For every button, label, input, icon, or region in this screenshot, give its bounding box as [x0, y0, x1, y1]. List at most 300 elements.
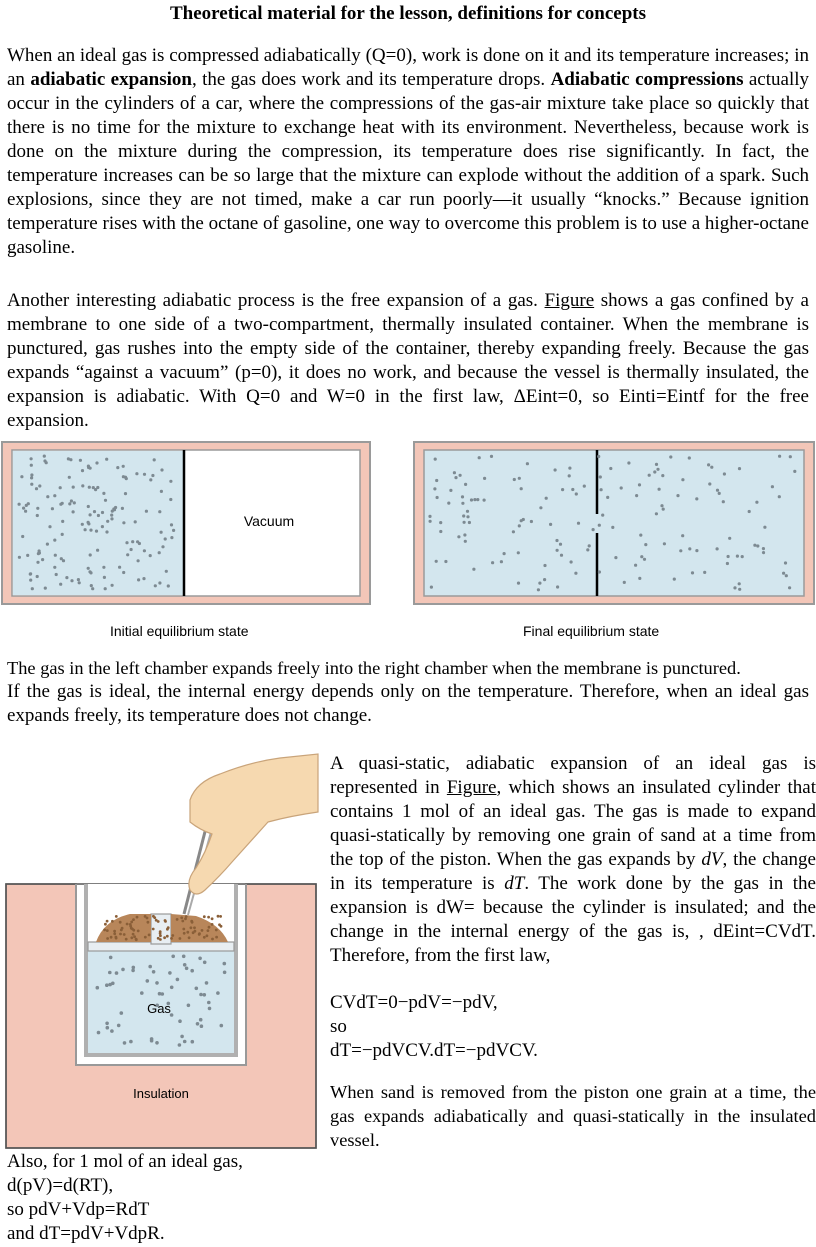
equation-line: and dT=pdV+VdpR. [7, 1223, 165, 1244]
particle-dot [182, 955, 186, 959]
particle-dot [152, 915, 155, 918]
particle-dot [643, 558, 646, 561]
particle-dot [105, 1022, 109, 1026]
particle-dot [158, 581, 161, 584]
particle-dot [144, 936, 147, 939]
particle-dot [183, 1040, 187, 1044]
particle-dot [61, 520, 64, 523]
particle-dot [216, 991, 220, 995]
particle-dot [708, 482, 711, 485]
particle-dot [463, 521, 466, 524]
particle-dot [733, 586, 736, 589]
particle-dot [444, 560, 447, 563]
particle-dot [129, 1040, 133, 1044]
particle-dot [597, 455, 600, 458]
particle-dot [126, 923, 129, 926]
particle-dot [560, 554, 563, 557]
particle-dot [211, 917, 214, 920]
text-line: Also, for 1 mol of an ideal gas, [7, 1151, 243, 1172]
particle-dot [24, 510, 27, 513]
particle-dot [137, 578, 140, 581]
particle-dot [695, 549, 698, 552]
particle-dot [147, 921, 150, 924]
particle-dot [513, 478, 516, 481]
particle-dot [778, 495, 781, 498]
particle-dot [132, 929, 135, 932]
particle-dot [703, 571, 706, 574]
particle-dot [125, 477, 128, 480]
particle-dot [220, 925, 223, 928]
particle-dot [90, 584, 93, 587]
particle-dot [29, 573, 32, 576]
particle-dot [520, 487, 523, 490]
particle-dot [606, 496, 609, 499]
particle-dot [125, 541, 128, 544]
particle-dot [570, 560, 573, 563]
particle-dot [464, 483, 467, 486]
particle-dot [429, 520, 432, 523]
particle-dot [640, 555, 643, 558]
particle-dot [530, 520, 533, 523]
particle-dot [102, 566, 105, 569]
particle-dot [638, 577, 641, 580]
particle-dot [103, 929, 106, 932]
particle-dot [81, 484, 84, 487]
particle-dot [110, 514, 113, 517]
particle-dot [571, 488, 574, 491]
particle-dot [38, 549, 41, 552]
particle-dot [105, 458, 108, 461]
particle-dot [176, 978, 180, 982]
particle-dot [97, 514, 100, 517]
particle-dot [155, 981, 159, 985]
particle-dot [91, 587, 94, 590]
particle-dot [782, 572, 785, 575]
particle-dot [756, 544, 759, 547]
particle-dot [70, 499, 73, 502]
particle-dot [104, 499, 107, 502]
particle-dot [785, 574, 788, 577]
particle-dot [623, 581, 626, 584]
particle-dot [449, 489, 452, 492]
particle-dot [784, 561, 787, 564]
particle-dot [111, 982, 115, 986]
particle-dot [176, 918, 179, 921]
particle-dot [556, 549, 559, 552]
particle-dot [120, 1011, 124, 1015]
particle-dot [164, 537, 167, 540]
particle-dot [169, 480, 172, 483]
particle-dot [118, 566, 121, 569]
particle-dot [106, 520, 109, 523]
particle-dot [36, 561, 39, 564]
particle-dot [165, 570, 168, 573]
particle-dot [736, 555, 739, 558]
particle-dot [543, 564, 546, 567]
particle-dot [104, 923, 107, 926]
particle-dot [639, 534, 642, 537]
particle-dot [555, 539, 558, 542]
particle-dot [124, 492, 127, 495]
particle-dot [200, 1024, 204, 1028]
particle-dot [130, 548, 133, 551]
particle-dot [146, 979, 150, 983]
paragraph-adiabatic-compression [7, 44, 809, 260]
particle-dot [430, 586, 433, 589]
paragraph-quasi-static [330, 752, 816, 968]
particle-dot [115, 937, 118, 940]
particle-dot [160, 468, 163, 471]
particle-dot [178, 1043, 182, 1047]
particle-dot [18, 556, 21, 559]
particle-dot [181, 920, 184, 923]
particle-dot [171, 934, 174, 937]
particle-dot [89, 513, 92, 516]
particle-dot [634, 564, 637, 567]
particle-dot [133, 935, 136, 938]
particle-dot [193, 926, 196, 929]
particle-dot [688, 547, 691, 550]
particle-dot [461, 502, 464, 505]
particle-dot [30, 464, 33, 467]
particle-dot [178, 1019, 182, 1023]
particle-dot [122, 571, 125, 574]
particle-dot [549, 523, 552, 526]
particle-dot [113, 930, 116, 933]
particle-dot [41, 558, 44, 561]
particle-dot [106, 929, 109, 932]
particle-dot [35, 487, 38, 490]
particle-dot [439, 521, 442, 524]
particle-dot [26, 554, 29, 557]
particle-dot [119, 933, 122, 936]
particle-dot [206, 934, 209, 937]
text: A quasi-static, adiabatic expansion of an ideal gas is represented in [330, 753, 816, 798]
particle-dot [457, 535, 460, 538]
math-var: dV [701, 849, 723, 870]
particle-dot [59, 486, 62, 489]
particle-dot [157, 937, 160, 940]
particle-dot [526, 462, 529, 465]
particle-dot [710, 466, 713, 469]
particle-dot [81, 523, 84, 526]
particle-dot [614, 556, 617, 559]
particle-dot [428, 515, 431, 518]
particle-dot [88, 486, 91, 489]
particle-dot [126, 553, 129, 556]
particle-dot [199, 1018, 203, 1022]
particle-dot [192, 931, 195, 934]
particle-dot [65, 576, 68, 579]
particle-dot [676, 494, 679, 497]
particle-dot [130, 921, 133, 924]
particle-dot [586, 548, 589, 551]
particle-dot [21, 535, 24, 538]
particle-dot [87, 521, 90, 524]
particle-dot [788, 586, 791, 589]
particle-dot [439, 530, 442, 533]
particle-dot [463, 533, 466, 536]
particle-dot [53, 539, 56, 542]
particle-dot [44, 587, 47, 590]
particle-dot [145, 510, 148, 513]
particle-dot [106, 937, 109, 940]
particle-dot [655, 512, 658, 515]
particle-dot [30, 457, 33, 460]
particle-dot [154, 584, 157, 587]
particle-dot [89, 529, 92, 532]
particle-dot [97, 1031, 101, 1035]
particle-dot [656, 468, 659, 471]
particle-dot [130, 927, 133, 930]
particle-dot [137, 559, 140, 562]
particle-dot [454, 476, 457, 479]
particle-dot [763, 526, 766, 529]
particle-dot [517, 582, 520, 585]
particle-dot [20, 475, 23, 478]
particle-dot [691, 571, 694, 574]
equation-line: d(pV)=d(RT), [7, 1175, 114, 1196]
particle-dot [55, 573, 58, 576]
particle-dot [36, 507, 39, 510]
particle-dot [146, 917, 149, 920]
particle-dot [559, 543, 562, 546]
equation-so: so [330, 1016, 347, 1037]
particle-dot [483, 477, 486, 480]
particle-dot [707, 463, 710, 466]
particle-dot [152, 928, 155, 931]
particle-dot [131, 540, 134, 543]
particle-dot [186, 931, 189, 934]
particle-dot [599, 475, 602, 478]
particle-dot [110, 517, 113, 520]
text: . The work done by the gas in the expansion is dW= because the cylinder is insulated; and the change in the internal energy of the gas is, , dEint=CVdT. Therefore, from the first law, [330, 873, 816, 966]
text: , the gas does work and its temperature drops. [191, 69, 551, 90]
particle-dot [203, 993, 207, 997]
particle-dot [160, 490, 163, 493]
particle-dot [520, 519, 523, 522]
particle-dot [159, 934, 162, 937]
particle-dot [136, 916, 139, 919]
particle-dot [149, 478, 152, 481]
particle-dot [161, 545, 164, 548]
particle-dot [46, 543, 49, 546]
particle-dot [190, 926, 193, 929]
particle-dot [220, 1024, 224, 1028]
particle-dot [88, 570, 91, 573]
particle-dot [453, 471, 456, 474]
particle-dot [207, 1001, 211, 1005]
particle-dot [123, 1041, 127, 1045]
particle-dot [111, 920, 114, 923]
particle-dot [648, 474, 651, 477]
particle-dot [653, 470, 656, 473]
particle-dot [96, 549, 99, 552]
particle-dot [203, 936, 206, 939]
particle-dot [81, 469, 84, 472]
ideal-gas-relations [7, 1150, 243, 1246]
particle-dot [198, 932, 201, 935]
particle-dot [69, 458, 72, 461]
particle-dot [157, 920, 160, 923]
particle-dot [695, 497, 698, 500]
equation-dT: dT=−pdVCV.dT=−pdVCV. [330, 1040, 538, 1061]
particle-dot [575, 492, 578, 495]
particle-dot [123, 933, 126, 936]
text: actually occur in the cylinders of a car, where the compressions of the gas-air mixture take place so quickly that there is no time for the mixture to exchange heat with its environment. Nevertheless, because work is done on the mixture during the compression, its temperature does rise significantly. In fact, the temperature increases can be so large that the mixture can explode without the addition of a spark. Such explosions, since they are not timed, make a car run poorly—it usually “knocks.” Because ignition temperature rises with the octane of gasoline, one way to overcome this problem is to use a higher-octane gasoline. [7, 69, 810, 258]
text: shows a gas confined by a membrane to one side of a two-compartment, thermally insulated container. When the membrane is punctured, gas rushes into the empty side of the container, thereby expanding freely. Because the gas expands “against a vacuum” (p=0), it does no work, and because the vessel is thermally insulated, the expansion is adiabatic. With Q=0 and W=0 in the first law, ΔEint=0, so Einti=Eintf for the free expansion. [7, 290, 809, 431]
particle-dot [638, 483, 641, 486]
particle-dot [60, 557, 63, 560]
particle-dot [716, 489, 719, 492]
particle-dot [87, 567, 90, 570]
particle-dot [688, 456, 691, 459]
particle-dot [598, 570, 601, 573]
particle-dot [726, 562, 729, 565]
particle-dot [723, 472, 726, 475]
particle-dot [61, 502, 64, 505]
equation-first-law: CVdT=0−pdV=−pdV, [330, 992, 498, 1013]
particle-dot [134, 520, 137, 523]
particle-dot [435, 560, 438, 563]
paragraph-free-expansion [7, 289, 809, 433]
particle-dot [741, 555, 744, 558]
particle-dot [68, 502, 71, 505]
particle-dot [490, 455, 493, 458]
particle-dot [211, 938, 214, 941]
particle-dot [170, 937, 173, 940]
initial-container [2, 442, 370, 604]
particle-dot [753, 544, 756, 547]
particle-dot [122, 465, 125, 468]
initial-state-label: Initial equilibrium state [110, 623, 249, 639]
particle-dot [223, 971, 227, 975]
particle-dot [598, 524, 601, 527]
particle-dot [681, 534, 684, 537]
particle-dot [113, 932, 116, 935]
particle-dot [518, 477, 521, 480]
figure-link[interactable]: Figure [446, 777, 497, 798]
particle-dot [78, 581, 81, 584]
particle-dot [153, 458, 156, 461]
particle-dot [611, 526, 614, 529]
particle-dot [117, 1024, 121, 1028]
particle-dot [104, 587, 107, 590]
particle-dot [164, 919, 167, 922]
final-state-label: Final equilibrium state [523, 623, 660, 639]
particle-dot [217, 915, 220, 918]
particle-dot [473, 498, 476, 501]
particle-dot [29, 579, 32, 582]
text: Another interesting adiabatic process is the free expansion of a gas. [7, 290, 545, 311]
particle-dot [180, 1035, 184, 1039]
particle-dot [170, 523, 173, 526]
particle-dot [30, 483, 33, 486]
particle-dot [152, 970, 156, 974]
particle-dot [170, 986, 174, 990]
figure2-caption: When sand is removed from the piston one grain at a time, the gas expands adiabatically and quasi-statically in the insulated vessel. [330, 1082, 816, 1150]
particle-dot [461, 495, 464, 498]
particle-dot [190, 920, 193, 923]
particle-dot [644, 543, 647, 546]
particle-dot [48, 525, 51, 528]
particle-dot [43, 455, 46, 458]
particle-dot [143, 549, 146, 552]
particle-dot [140, 991, 144, 995]
particle-dot [171, 955, 175, 959]
gas-label: Gas [147, 1001, 171, 1016]
particle-dot [722, 500, 725, 503]
particle-dot [103, 576, 106, 579]
text: When an ideal gas is compressed adiabatically (Q=0), work is done on it and its temperature increases; in an [7, 45, 809, 90]
particle-dot [433, 487, 436, 490]
particle-dot [662, 508, 665, 511]
particle-dot [70, 579, 73, 582]
particle-dot [166, 928, 169, 931]
particle-dot [556, 585, 559, 588]
particle-dot [120, 929, 123, 932]
particle-dot [148, 965, 152, 969]
particle-dot [73, 501, 76, 504]
particle-dot [87, 466, 90, 469]
particle-dot [793, 470, 796, 473]
particle-dot [472, 568, 475, 571]
particle-dot [669, 455, 672, 458]
particle-dot [54, 554, 57, 557]
text: , which shows an insulated cylinder that contains 1 mol of an ideal gas. The gas is made to expand quasi-statically by removing one grain of sand at a time from the top of the piston. When the gas expands by [330, 777, 816, 870]
particle-dot [46, 495, 49, 498]
particle-dot [716, 547, 719, 550]
particle-dot [609, 467, 612, 470]
particle-dot [762, 547, 765, 550]
particle-dot [84, 528, 87, 531]
particle-dot [201, 929, 204, 932]
particle-dot [738, 582, 741, 585]
particle-dot [468, 521, 471, 524]
particle-dot [158, 992, 162, 996]
particle-dot [215, 936, 218, 939]
particle-dot [462, 514, 465, 517]
particle-dot [61, 533, 64, 536]
particle-dot [77, 578, 80, 581]
particle-dot [149, 554, 152, 557]
particle-dot [601, 514, 604, 517]
particle-dot [30, 476, 33, 479]
particle-dot [89, 553, 92, 556]
particle-dot [537, 588, 540, 591]
final-container [414, 442, 814, 604]
particle-dot [190, 969, 194, 973]
particle-dot [142, 577, 145, 580]
particle-dot [170, 536, 173, 539]
particle-dot [476, 498, 479, 501]
text: , the change in its temperature is [330, 849, 816, 894]
particle-dot [105, 530, 108, 533]
particle-dot [466, 515, 469, 518]
particle-dot [22, 507, 25, 510]
figure-link[interactable]: Figure [544, 290, 595, 311]
particle-dot [106, 1026, 110, 1030]
particle-dot [172, 529, 175, 532]
particle-dot [568, 467, 571, 470]
particle-dot [132, 933, 135, 936]
particle-dot [53, 566, 56, 569]
particle-dot [94, 488, 97, 491]
particle-dot [121, 507, 124, 510]
free-expansion-figure [0, 440, 816, 610]
particle-dot [31, 587, 34, 590]
particle-dot [459, 474, 462, 477]
